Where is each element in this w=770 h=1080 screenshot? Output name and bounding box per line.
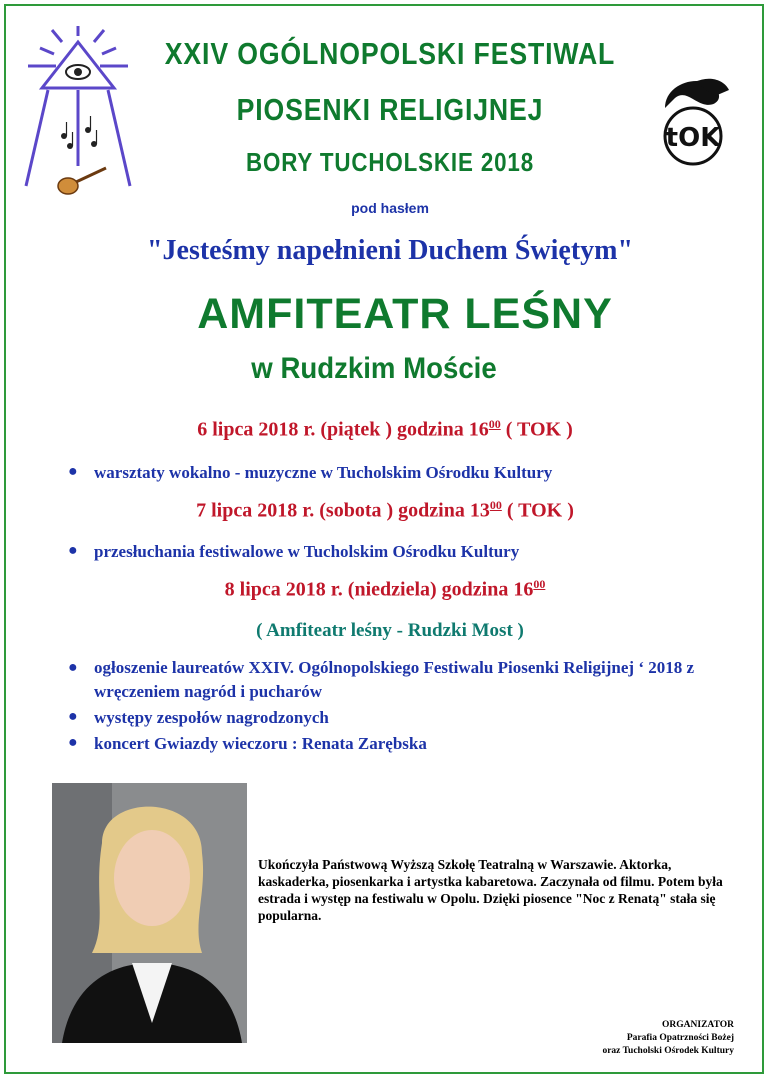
venue-title: AMFITEATR LEŚNY [197, 290, 613, 338]
bullet-icon: ● [68, 542, 78, 559]
festival-title-line1: XXIV OGÓLNOPOLSKI FESTIWAL [164, 36, 616, 71]
bullet-icon: ● [68, 734, 78, 751]
festival-title-line2: PIOSENKI RELIGIJNEJ [236, 92, 544, 127]
day3-venue: ( Amfiteatr leśny - Rudzki Most ) [256, 620, 524, 641]
artist-photo [52, 783, 247, 1043]
organizer-line2: oraz Tucholski Ośrodek Kultury [602, 1046, 734, 1056]
bullet-icon: ● [68, 659, 78, 676]
date-day1: 6 lipca 2018 r. (piątek ) godzina $16^{00}$ ( TOK ) [197, 417, 573, 441]
organizer-label: ORGANIZATOR [662, 1020, 734, 1030]
motto-intro: pod hasłem [351, 200, 429, 216]
bullet-icon: ● [68, 708, 78, 725]
date-day3: 8 lipca 2018 r. (niedziela) godzina $16^{00}$ [224, 577, 546, 601]
organizer-line1: Parafia Opatrzności Bożej [626, 1033, 734, 1043]
motto: "Jesteśmy napełnieni Duchem Świętym" [146, 235, 634, 266]
festival-title-line3: BORY TUCHOLSKIE 2018 [245, 147, 535, 177]
bullet-icon: ● [68, 463, 78, 480]
venue-subtitle: w Rudzkim Moście [251, 352, 497, 385]
date-day2: 7 lipca 2018 r. (sobota ) godzina $13^{00}$ ( TOK ) [196, 498, 574, 522]
tok-logo-text: tOK [665, 123, 721, 153]
artist-bio: Ukończyła Państwową Wyższą Szkołę Teatralną w Warszawie. Aktorka, kaskaderka, piosenkarka i artystka kabaretowa. Zaczynała od filmu. Potem była estrada i występ na festiwalu w Opolu. Dzięki piosence "Noc z Renatą" stała się popularna. [258, 857, 723, 923]
